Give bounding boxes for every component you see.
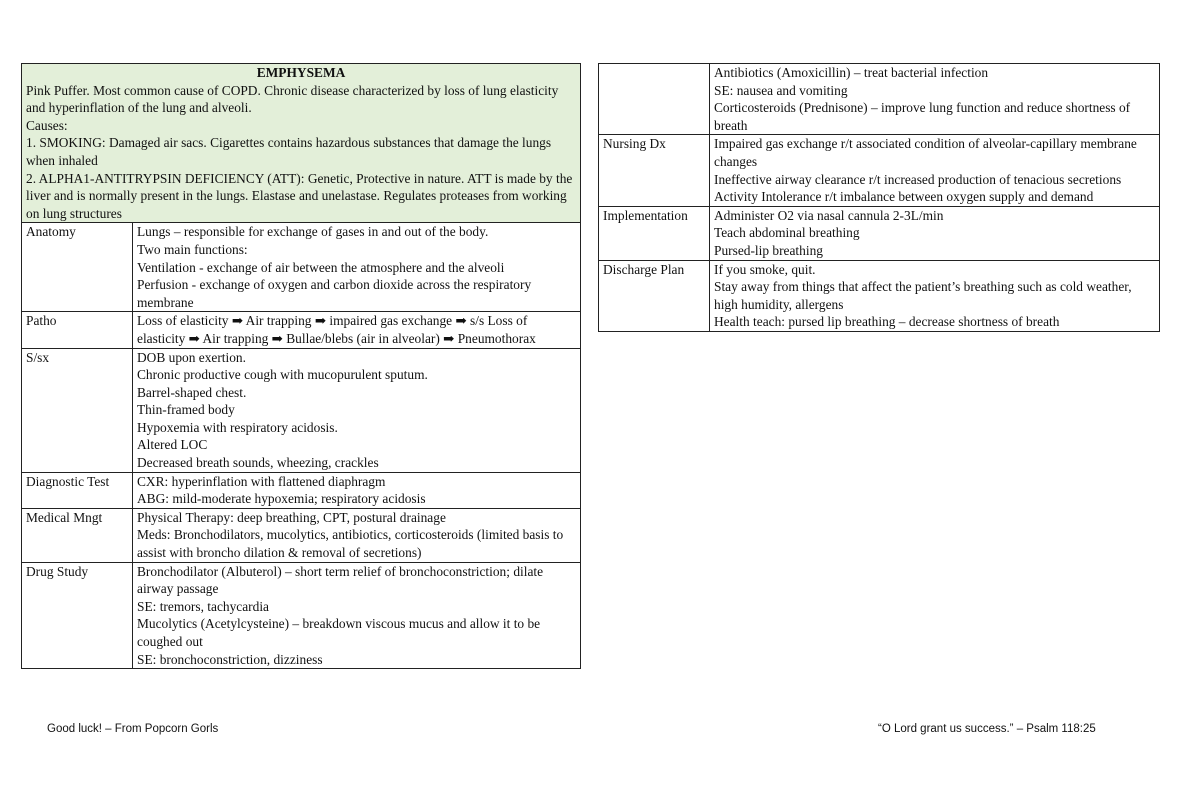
row-label: Medical Mngt: [22, 508, 133, 562]
row-content: [133, 223, 581, 312]
table-row-anatomy: [22, 223, 581, 312]
row-label: [599, 64, 710, 135]
row-label: Diagnostic Test: [22, 472, 133, 508]
row-content: [710, 135, 1160, 206]
row-label: Drug Study: [22, 562, 133, 669]
table-row-signs-symptoms: [22, 348, 581, 472]
content-line: Health teach: pursed lip breathing – decrease shortness of breath: [714, 314, 1060, 330]
content-line: Loss of elasticity ➡ Air trapping ➡ impaired gas exchange ➡ s/s Loss of elasticity ➡ Air trapping ➡ Bullae/blebs (air in alveolar) ➡ Pneumothorax: [137, 313, 536, 346]
row-content: [710, 260, 1160, 331]
table-row-drug-study-continued: [599, 64, 1160, 135]
content-line: Activity Intolerance r/t imbalance between oxygen supply and demand: [714, 189, 1094, 205]
content-line: Altered LOC: [137, 437, 208, 453]
content-line: Two main functions:: [137, 241, 248, 257]
emphysema-header-row: [22, 64, 581, 223]
header-text-line: Causes:: [26, 117, 68, 133]
row-label: Implementation: [599, 206, 710, 260]
table-row-nursing-dx: [599, 135, 1160, 206]
row-label: Patho: [22, 312, 133, 348]
header-text-line: 2. ALPHA1-ANTITRYPSIN DEFICIENCY (ATT): Genetic, Protective in nature. ATT is made by the liver and is normally present in the lungs. Elastase and unelastase. Regulates proteases from working on lung structures: [26, 170, 573, 221]
row-content: [133, 348, 581, 472]
content-line: Meds: Bronchodilators, mucolytics, antibiotics, corticosteroids (limited basis to assist with broncho dilation & removal of secretions): [137, 527, 564, 561]
emphysema-main-table: [21, 63, 581, 669]
content-line: Hypoxemia with respiratory acidosis.: [137, 419, 338, 435]
emphysema-continuation-table: [598, 63, 1160, 332]
content-line: Impaired gas exchange r/t associated condition of alveolar-capillary membrane changes: [714, 136, 1137, 169]
row-label: Discharge Plan: [599, 260, 710, 331]
header-text-line: Pink Puffer. Most common cause of COPD. Chronic disease characterized by loss of lung elasticity and hyperinflation of the lung and alveoli.: [26, 82, 559, 116]
content-line: Barrel-shaped chest.: [137, 384, 247, 400]
footer-right-quote: “O Lord grant us success.” – Psalm 118:25: [878, 723, 1096, 735]
content-line: DOB upon exertion.: [137, 349, 246, 365]
content-line: Teach abdominal breathing: [714, 225, 860, 241]
content-line: SE: bronchoconstriction, dizziness: [137, 651, 323, 667]
footer-left-note: Good luck! – From Popcorn Gorls: [47, 723, 219, 735]
row-label: Nursing Dx: [599, 135, 710, 206]
row-label: Anatomy: [22, 223, 133, 312]
content-line: Mucolytics (Acetylcysteine) – breakdown viscous mucus and allow it to be coughed out: [137, 616, 541, 649]
content-line: Lungs – responsible for exchange of gases in and out of the body.: [137, 224, 489, 240]
table-row-patho: [22, 312, 581, 348]
row-content: [133, 562, 581, 669]
content-line: ABG: mild-moderate hypoxemia; respiratory acidosis: [137, 491, 426, 507]
content-line: Physical Therapy: deep breathing, CPT, postural drainage: [137, 509, 446, 525]
content-line: Ventilation - exchange of air between the atmosphere and the alveoli: [137, 259, 505, 275]
content-line: Antibiotics (Amoxicillin) – treat bacterial infection: [714, 65, 989, 80]
table-row-drug-study: [22, 562, 581, 669]
emphysema-title: EMPHYSEMA: [256, 65, 346, 80]
row-content: [710, 206, 1160, 260]
content-line: SE: tremors, tachycardia: [137, 598, 269, 614]
content-line: If you smoke, quit.: [714, 261, 816, 277]
content-line: Stay away from things that affect the patient’s breathing such as cold weather, high humidity, allergens: [714, 279, 1132, 312]
row-content: [133, 472, 581, 508]
content-line: Bronchodilator (Albuterol) – short term relief of bronchoconstriction; dilate airway passage: [137, 563, 544, 597]
content-line: Pursed-lip breathing: [714, 242, 823, 258]
header-text-line: 1. SMOKING: Damaged air sacs. Cigarettes contains hazardous substances that damage the lungs when inhaled: [26, 135, 552, 168]
content-line: CXR: hyperinflation with flattened diaphragm: [137, 473, 386, 489]
emphysema-header-cell: [22, 64, 581, 223]
content-line: Chronic productive cough with mucopurulent sputum.: [137, 367, 428, 383]
table-row-discharge-plan: [599, 260, 1160, 331]
table-row-diagnostic-test: [22, 472, 581, 508]
table-row-medical-mngt: [22, 508, 581, 562]
row-content: [133, 312, 581, 348]
content-line: Thin-framed body: [137, 402, 235, 418]
content-line: Corticosteroids (Prednisone) – improve lung function and reduce shortness of breath: [714, 100, 1131, 133]
content-line: Perfusion - exchange of oxygen and carbon dioxide across the respiratory membrane: [137, 277, 532, 310]
table-row-implementation: [599, 206, 1160, 260]
content-line: Ineffective airway clearance r/t increased production of tenacious secretions: [714, 171, 1122, 187]
content-line: Administer O2 via nasal cannula 2-3L/min: [714, 207, 944, 223]
row-content: [710, 64, 1160, 135]
content-line: SE: nausea and vomiting: [714, 82, 848, 98]
row-content: [133, 508, 581, 562]
row-label: S/sx: [22, 348, 133, 472]
content-line: Decreased breath sounds, wheezing, crackles: [137, 455, 379, 471]
